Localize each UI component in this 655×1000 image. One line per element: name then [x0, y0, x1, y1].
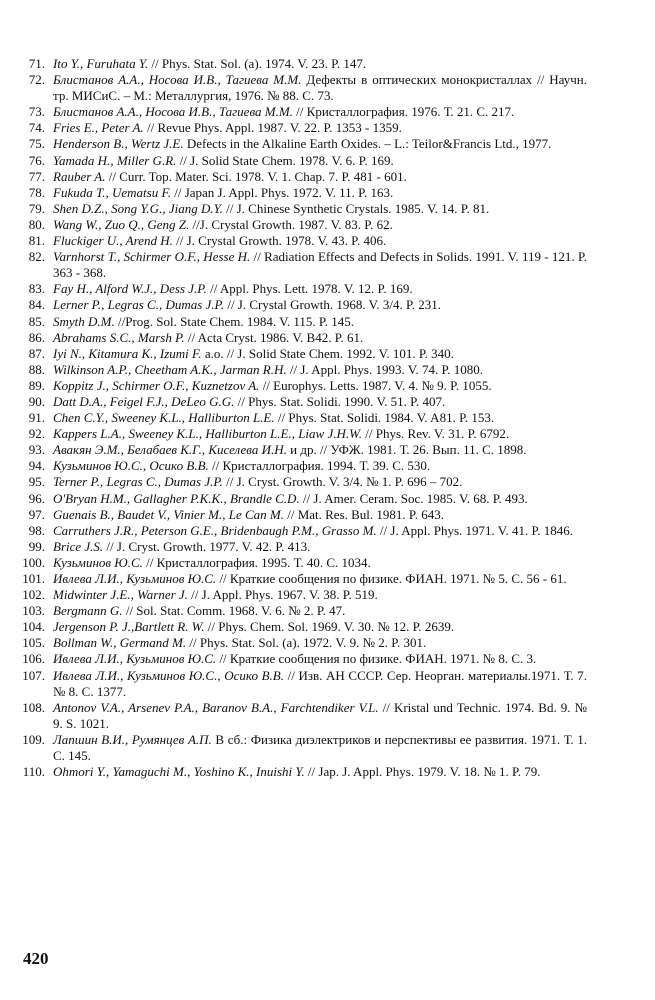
- reference-authors: Wilkinson A.P., Cheetham A.K., Jarman R.H.: [53, 361, 287, 377]
- reference-item: [0, 330, 655, 346]
- reference-authors: Chen C.Y., Sweeney K.L., Halliburton L.E.: [53, 410, 275, 426]
- reference-number: 89.: [28, 377, 45, 393]
- reference-source: // Кристаллография. 1994. Т. 39. С. 530.: [208, 458, 431, 474]
- reference-authors: Smyth D.M.: [53, 313, 115, 329]
- reference-authors: Wang W., Zuo Q., Geng Z.: [53, 216, 190, 232]
- reference-source: // Кристаллография. 1995. Т. 40. С. 1034.: [142, 554, 371, 570]
- reference-item: [0, 732, 655, 764]
- reference-item: [0, 442, 655, 458]
- reference-source: // Phys. Chem. Sol. 1969. V. 30. № 12. P. 2639.: [204, 619, 455, 635]
- reference-authors: Midwinter J.E., Warner J.: [53, 587, 188, 603]
- reference-authors: Terner P., Legras C., Dumas J.P.: [53, 474, 223, 490]
- reference-item: [0, 491, 655, 507]
- reference-item: [0, 619, 655, 635]
- reference-item: [0, 571, 655, 587]
- reference-source: Defects in the Alkaline Earth Oxides. – L.: Teilor&Francis Ltd., 1977.: [183, 136, 552, 152]
- reference-number: 98.: [28, 522, 45, 538]
- reference-number: 107.: [22, 667, 45, 683]
- reference-source: // Phys. Rev. V. 31. P. 6792.: [362, 426, 510, 442]
- reference-source: // Radiation Effects and Defects in Solids. 1991. V. 119 - 121. P. 363 - 368.: [53, 249, 587, 281]
- reference-number: 80.: [28, 216, 45, 232]
- reference-source: // Phys. Stat. Sol. (a). 1974. V. 23. P. 147.: [148, 56, 367, 71]
- reference-source: // J. Appl. Phys. 1967. V. 38. P. 519.: [187, 587, 378, 603]
- reference-source: // Phys. Stat. Solidi. 1984. V. A81. P. 153.: [274, 410, 495, 426]
- reference-item: [0, 507, 655, 523]
- reference-item: [0, 635, 655, 651]
- reference-item: [0, 217, 655, 233]
- reference-item: [0, 297, 655, 313]
- reference-item: [0, 764, 655, 780]
- reference-source: // Sol. Stat. Comm. 1968. V. 6. № 2. P. 47.: [122, 603, 346, 619]
- reference-source: // Acta Cryst. 1986. V. B42. P. 61.: [184, 329, 364, 345]
- reference-item: [0, 539, 655, 555]
- reference-source: // J. Cryst. Growth. 1977. V. 42. P. 413.: [103, 538, 311, 554]
- reference-source: // J. Crystal Growth. 1968. V. 3/4. P. 231.: [224, 297, 442, 313]
- reference-list: [0, 56, 655, 780]
- reference-authors: Fay H., Alford W.J., Dess J.P.: [53, 281, 207, 297]
- reference-source: // J. Crystal Growth. 1978. V. 43. P. 406.: [172, 233, 387, 249]
- reference-number: 81.: [28, 233, 45, 249]
- reference-authors: Iyi N., Kitamura K., Izumi F.: [53, 345, 202, 361]
- reference-source: // Mat. Res. Bul. 1981. P. 643.: [283, 506, 444, 522]
- reference-item: [0, 587, 655, 603]
- reference-item: [0, 426, 655, 442]
- reference-number: 79.: [28, 200, 45, 216]
- reference-item: [0, 314, 655, 330]
- reference-authors: Shen D.Z., Song Y.G., Jiang D.Y.: [53, 200, 223, 216]
- reference-authors: Koppitz J., Schirmer O.F., Kuznetzov A.: [53, 377, 260, 393]
- reference-item: [0, 201, 655, 217]
- reference-source: //Prog. Sol. State Chem. 1984. V. 115. P. 145.: [114, 313, 354, 329]
- reference-item: [0, 153, 655, 169]
- reference-number: 99.: [28, 538, 45, 554]
- reference-number: 72.: [28, 72, 45, 88]
- reference-source: // Краткие сообщения по физике. ФИАН. 1971. № 8. С. 3.: [216, 651, 537, 667]
- reference-authors: Datt D.A., Feigel F.J., DeLeo G.G.: [53, 393, 235, 409]
- reference-number: 83.: [28, 281, 45, 297]
- reference-authors: Блистанов А.А., Носова И.В., Тагиева М.М.: [53, 104, 293, 120]
- reference-source: // Phys. Stat. Sol. (a). 1972. V. 9. № 2. P. 301.: [186, 635, 427, 651]
- reference-number: 78.: [28, 184, 45, 200]
- reference-authors: Ивлева Л.И., Кузьминов Ю.С., Осико В.В.: [53, 667, 284, 683]
- reference-item: [0, 603, 655, 619]
- reference-number: 94.: [28, 458, 45, 474]
- reference-number: 102.: [22, 587, 45, 603]
- reference-number: 110.: [22, 764, 45, 780]
- reference-source: //J. Crystal Growth. 1987. V. 83. P. 62.: [189, 216, 393, 232]
- reference-number: 108.: [22, 699, 45, 715]
- reference-number: 90.: [28, 393, 45, 409]
- reference-number: 82.: [28, 249, 45, 265]
- reference-number: 97.: [28, 506, 45, 522]
- reference-item: [0, 394, 655, 410]
- reference-item: [0, 249, 655, 281]
- reference-item: [0, 523, 655, 539]
- reference-authors: Carruthers J.R., Peterson G.E., Bridenbaugh P.M., Grasso M.: [53, 522, 377, 538]
- reference-item: [0, 458, 655, 474]
- reference-source: // Appl. Phys. Lett. 1978. V. 12. P. 169.: [206, 281, 413, 297]
- reference-authors: Ito Y., Furuhata Y.: [53, 56, 149, 71]
- reference-source: // Кристаллография. 1976. Т. 21. С. 217.: [292, 104, 515, 120]
- reference-number: 84.: [28, 297, 45, 313]
- reference-number: 86.: [28, 329, 45, 345]
- reference-authors: O'Bryan H.M., Gallagher P.K.K., Brandle C.D.: [53, 490, 300, 506]
- reference-number: 96.: [28, 490, 45, 506]
- reference-authors: Fukuda T., Uematsu F.: [53, 184, 171, 200]
- reference-number: 71.: [28, 56, 45, 71]
- reference-item: [0, 120, 655, 136]
- reference-number: 95.: [28, 474, 45, 490]
- reference-number: 74.: [28, 120, 45, 136]
- reference-item: [0, 56, 655, 72]
- reference-authors: Bollman W., Germand M.: [53, 635, 187, 651]
- reference-number: 106.: [22, 651, 45, 667]
- reference-item: [0, 410, 655, 426]
- reference-source: // Изв. АН СССР. Сер. Неорган. материалы.1971. Т. 7. № 8. С. 1377.: [53, 667, 588, 699]
- reference-number: 87.: [28, 345, 45, 361]
- reference-authors: Lerner P., Legras C., Dumas J.P.: [53, 297, 225, 313]
- reference-authors: Antonov V.A., Arsenev P.A., Baranov B.A., Farchtendiker V.L.: [53, 699, 379, 715]
- reference-item: [0, 136, 655, 152]
- reference-authors: Kappers L.A., Sweeney K.L., Halliburton L.E., Liaw J.H.W.: [53, 426, 363, 442]
- reference-item: [0, 555, 655, 571]
- reference-number: 103.: [22, 603, 45, 619]
- reference-source: // J. Chinese Synthetic Crystals. 1985. V. 14. P. 81.: [222, 200, 490, 216]
- reference-authors: Guenais B., Baudet V., Vinier M., Le Can M.: [53, 506, 284, 522]
- reference-authors: Fries E., Peter A.: [53, 120, 144, 136]
- reference-authors: Кузьминов Ю.С., Осико В.В.: [53, 458, 209, 474]
- reference-authors: Brice J.S.: [53, 538, 104, 554]
- reference-source: и др. // УФЖ. 1981. Т. 26. Вып. 11. С. 1898.: [286, 442, 527, 458]
- reference-authors: Блистанов А.А., Носова И.В., Тагиева М.М.: [53, 72, 302, 88]
- reference-authors: Ивлева Л.И., Кузьминов Ю.С.: [53, 571, 217, 586]
- reference-number: 75.: [28, 136, 45, 152]
- reference-authors: Кузьминов Ю.С.: [53, 554, 143, 570]
- reference-number: 105.: [22, 635, 45, 651]
- reference-authors: Yamada H., Miller G.R.: [53, 152, 177, 168]
- reference-source: В сб.: Физика диэлектриков и перспективы ее развития. 1971. Т. 1. С. 145.: [53, 731, 588, 764]
- reference-authors: Fluckiger U., Arend H.: [53, 233, 173, 249]
- reference-item: [0, 169, 655, 185]
- reference-source: a.o. // J. Solid State Chem. 1992. V. 101. P. 340.: [201, 345, 454, 361]
- reference-number: 92.: [28, 426, 45, 442]
- reference-source: // J. Amer. Ceram. Soc. 1985. V. 68. P. 493.: [299, 490, 528, 506]
- reference-number: 93.: [28, 442, 45, 458]
- reference-authors: Varnhorst T., Schirmer O.F., Hesse H.: [53, 249, 251, 265]
- reference-authors: Abrahams S.C., Marsh P.: [53, 329, 185, 345]
- reference-authors: Ohmori Y., Yamaguchi M., Yoshino K., Inuishi Y.: [53, 764, 305, 780]
- reference-item: [0, 185, 655, 201]
- reference-source: // Revue Phys. Appl. 1987. V. 22. P. 1353 - 1359.: [143, 120, 402, 136]
- reference-source: // Europhys. Letts. 1987. V. 4. № 9. P. 1055.: [259, 377, 492, 393]
- reference-item: [0, 378, 655, 394]
- reference-item: [0, 668, 655, 700]
- reference-source: // Jap. J. Appl. Phys. 1979. V. 18. № 1. P. 79.: [304, 764, 541, 780]
- reference-number: 85.: [28, 313, 45, 329]
- reference-source: Дефекты в оптических монокристаллах // Научн. тр. МИСиС. – М.: Металлургия, 1976. № 88. С. 73.: [53, 72, 588, 104]
- reference-number: 104.: [22, 619, 45, 635]
- reference-source: // J. Solid State Chem. 1978. V. 6. P. 169.: [176, 152, 394, 168]
- reference-item: [0, 104, 655, 120]
- reference-item: [0, 700, 655, 732]
- reference-item: [0, 474, 655, 490]
- reference-number: 91.: [28, 410, 45, 426]
- reference-authors: Авакян Э.М., Белабаев К.Г., Киселева И.Н.: [53, 442, 287, 458]
- reference-source: // Kristal und Technic. 1974. Bd. 9. № 9. S. 1021.: [53, 699, 587, 731]
- reference-number: 73.: [28, 104, 45, 120]
- reference-authors: Ивлева Л.И., Кузьминов Ю.С.: [53, 651, 217, 667]
- reference-number: 77.: [28, 168, 45, 184]
- reference-source: // Curr. Top. Mater. Sci. 1978. V. 1. Chap. 7. P. 481 - 601.: [105, 168, 407, 184]
- reference-number: 88.: [28, 361, 45, 377]
- reference-item: [0, 281, 655, 297]
- reference-item: [0, 362, 655, 378]
- reference-source: // J. Appl. Phys. 1993. V. 74. P. 1080.: [286, 361, 484, 377]
- reference-source: // J. Appl. Phys. 1971. V. 41. P. 1846.: [376, 522, 574, 538]
- reference-item: [0, 346, 655, 362]
- reference-authors: Rauber A.: [53, 168, 106, 184]
- reference-source: // J. Cryst. Growth. V. 3/4. № 1. P. 696 – 702.: [222, 474, 463, 490]
- reference-source: // Phys. Stat. Solidi. 1990. V. 51. P. 407.: [234, 393, 446, 409]
- page-number: 420: [23, 949, 49, 968]
- reference-authors: Henderson B., Wertz J.E.: [53, 136, 184, 152]
- reference-number: 109.: [22, 731, 45, 747]
- reference-item: [0, 233, 655, 249]
- reference-number: 101.: [22, 571, 45, 586]
- reference-item: [0, 72, 655, 104]
- reference-authors: Bergmann G.: [53, 603, 123, 619]
- reference-number: 76.: [28, 152, 45, 168]
- reference-source: // Краткие сообщения по физике. ФИАН. 1971. № 5. С. 56 - 61.: [216, 571, 567, 586]
- reference-number: 100.: [22, 554, 45, 570]
- reference-item: [0, 651, 655, 667]
- reference-authors: Jergenson P. J.,Bartlett R. W.: [53, 619, 205, 635]
- reference-source: // Japan J. Appl. Phys. 1972. V. 11. P. 163.: [170, 184, 394, 200]
- reference-authors: Лапшин В.И., Румянцев А.П.: [53, 731, 212, 747]
